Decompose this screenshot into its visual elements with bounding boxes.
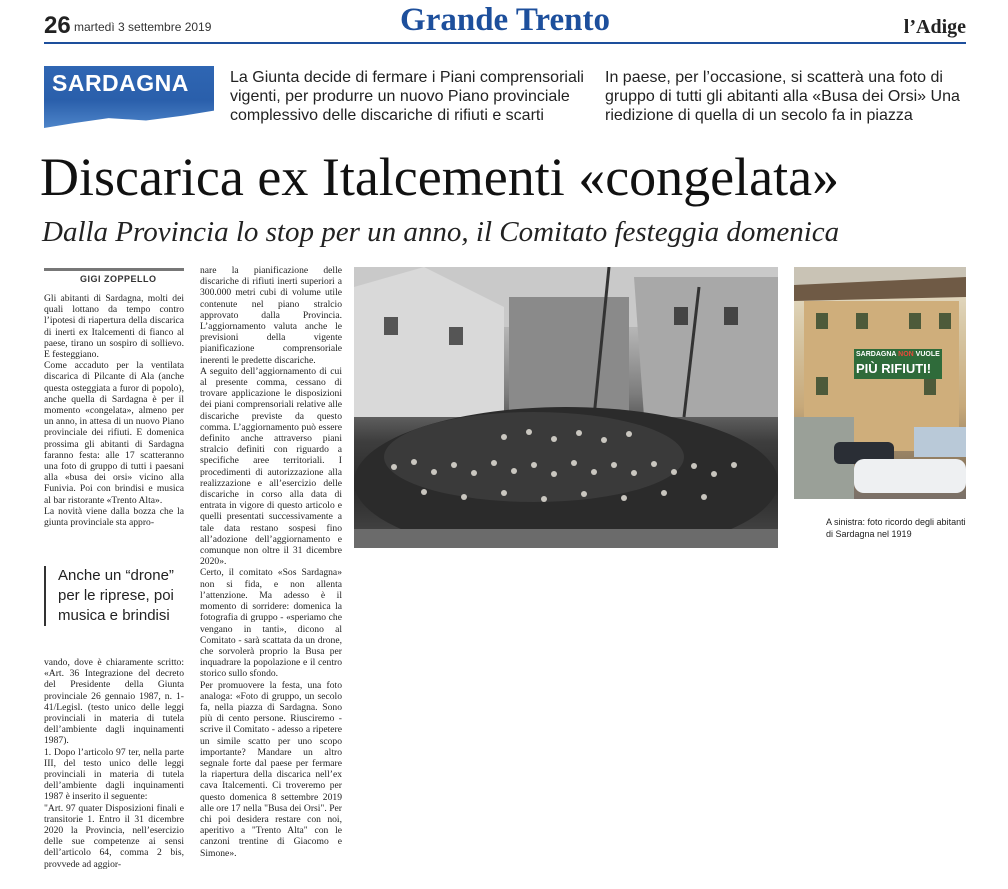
byline: GIGI ZOPPELLO	[80, 274, 157, 284]
protest-banner-word: SARDAGNA	[856, 351, 897, 358]
article-column-1-continued	[44, 657, 184, 870]
page-number: 26	[44, 12, 71, 39]
village-house-photo	[794, 267, 966, 499]
subheadline: Dalla Provincia lo stop per un anno, il Comitato festeggia domenica	[42, 216, 840, 248]
article-paragraph: La novità viene dalla bozza che la giunta provinciale sta appro-	[44, 505, 184, 529]
article-paragraph: Come accaduto per la ventilata discarica di Pilcante di Ala (anche questa osteggiata a furor di popolo), anche quella di Sardagna è per il momento «congelata», almeno per un anno, in attesa di un nuovo Piano provinciale dei rifiuti. E domenica prossima gli abitanti di Sardagna faranno festa: alle 17 scatteranno una foto di gruppo di tutti i paesani alla «busa dei orsi» vicino alla Funivia. Poi con brindisi e musica al bar ristorante «Trento Alta».	[44, 360, 184, 506]
protest-banner-line-2: PIÙ RIFIUTI!	[856, 361, 932, 376]
masthead-rule	[44, 42, 966, 44]
village-house-illustration	[794, 267, 966, 499]
issue-date: martedì 3 settembre 2019	[74, 20, 212, 34]
protest-banner-line-1	[856, 351, 940, 358]
headline: Discarica ex Italcementi «congelata»	[40, 147, 840, 207]
historic-photo-illustration	[354, 267, 778, 548]
article-paragraph: Gli abitanti di Sardagna, molti dei quali lottano da tempo contro l’ipotesi di riapertura della discarica di inerti ex Italcementi di fianco al paese, tirano un sospiro di sollievo. E festeggiano.	[44, 293, 184, 361]
pull-quote	[44, 566, 198, 626]
pull-quote-line: Anche un “drone”	[58, 567, 174, 584]
article-paragraph: Certo, il comitato «Sos Sardagna» non si fida, e non allenta l’attenzione. Ma adesso è il momento di sorridere: domenica la fotografia di gruppo - «speriamo che vengano in tanti», dicono al Comitato - sarà scattata da un drone, che sorvolerà proprio la Busa per inquadrare la popolazione e il centro storico sullo sfondo.	[200, 567, 342, 680]
article-paragraph: 1. Dopo l’articolo 97 ter, nella parte III, del testo unico delle leggi provinciali in materia di tutela dell’ambiente dagli inquinamenti 1987 è inserito il seguente:	[44, 746, 184, 803]
kicker-right: In paese, per l’occasione, si scatterà una foto di gruppo di tutti gli abitanti alla «Busa dei Orsi» Una riedizione di quella di un secolo fa in piazza	[605, 69, 960, 124]
article-paragraph: nare la pianificazione delle discariche di rifiuti inerti superiori a 300.000 metri cubi di volume utile contenute nel piano stralcio approvato dalla Provincia. L’aggiornamento valuta anche le previsioni della vigente pianificazione comprensoriale inerenti le predette discariche.	[200, 265, 342, 366]
article-column-1	[44, 293, 184, 528]
location-badge-label: SARDAGNA	[52, 70, 189, 96]
photo-caption: A sinistra: foto ricordo degli abitanti di Sardagna nel 1919	[826, 517, 966, 539]
byline-rule	[44, 268, 184, 271]
kicker-left: La Giunta decide di fermare i Piani comprensoriali vigenti, per produrre un nuovo Piano provinciale complessivo delle discariche di rifiuti e scarti	[230, 69, 584, 124]
article-paragraph: vando, dove è chiaramente scritto: «Art. 36 Integrazione del decreto del Presidente della Giunta provinciale 26 gennaio 1987, n. 1-41/Legisl. (testo unico delle leggi provinciali in materia di tutela dell’ambiente dagli inquinamenti 1987).	[44, 657, 184, 747]
protest-banner-word: NON	[898, 351, 914, 358]
historic-group-photo	[354, 267, 778, 548]
article-paragraph: "Art. 97 quater Disposizioni finali e transitorie 1. Entro il 31 dicembre 2020 la Provincia, nell’esercizio delle sue competenze ai sensi dell’articolo 64, comma 2 bis, provvede ad aggior-	[44, 802, 184, 870]
pull-quote-line: per le riprese, poi	[58, 587, 174, 604]
article-column-2	[200, 265, 342, 859]
protest-banner-word: VUOLE	[915, 351, 940, 358]
newspaper-name: l’Adige	[903, 16, 966, 38]
article-paragraph: A seguito dell’aggiornamento di cui al presente comma, cessano di trovare applicazione le disposizioni dei piani comprensoriali relative alle discariche previste da questo comma. L’aggiornamento può essere definito anche attraverso piani stralcio definiti con riguardo a specifiche aree territoriali. I procedimenti di autorizzazione alla realizzazione e all’esercizio delle discariche in corso alla data di entrata in vigore di questo articolo e quelli presentati successivamente a tale data restano sospesi fino all’adozione dell’aggiornamento e comunque non oltre il 31 dicembre 2020».	[200, 365, 342, 568]
pull-quote-line: musica e brindisi	[58, 607, 170, 624]
article-paragraph: Per promuovere la festa, una foto analoga: «Foto di gruppo, un secolo fa, nella piazza di Sardagna. Sono più di cento persone. Riusciremo - scrive il Comitato - adesso a ripetere un simile scatto per uno scopo importante? Mandare un altro segnale forte dal paese per fermare la riapertura della discarica nell’ex cava Italcementi. Ci troveremo per questo domenica 8 settembre 2019 alle ore 17 nella "Busa dei Orsi". Per chi poi desidera restare con noi, aperitivo a "Trento Alta" con le canzoni trentine di Giacomo e Simone».	[200, 679, 342, 859]
section-title: Grande Trento	[400, 2, 610, 38]
